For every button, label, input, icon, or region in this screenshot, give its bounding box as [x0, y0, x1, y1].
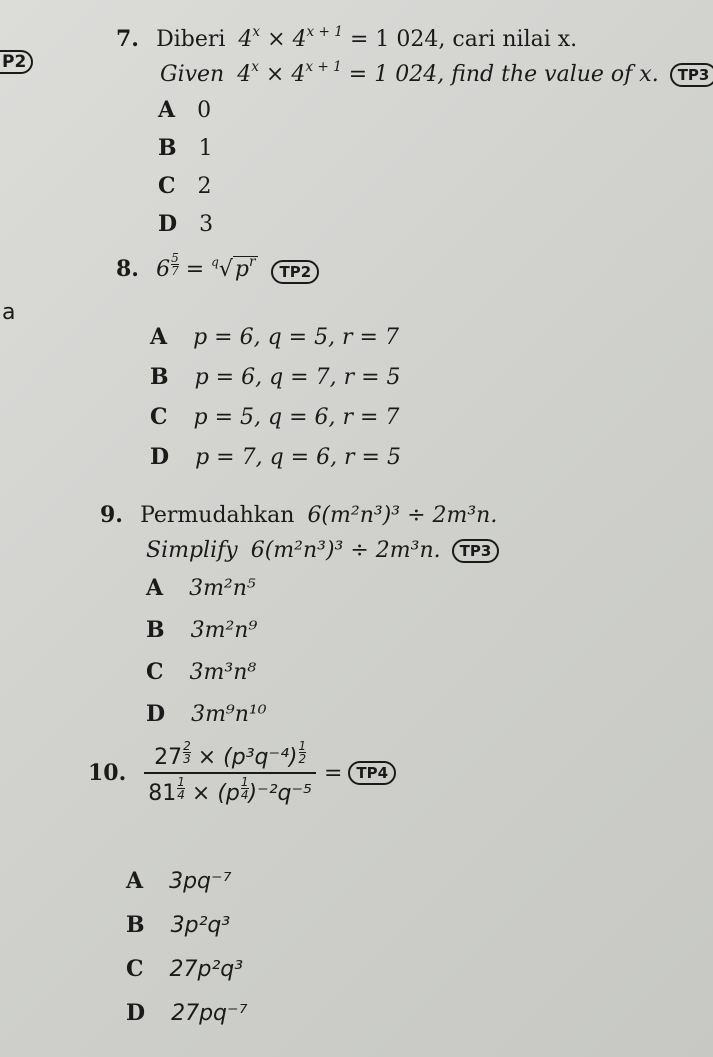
option-a[interactable]: A 3pq⁻⁷	[126, 868, 232, 894]
question-text-english: Given $4^x \times 4^{x + 1} = 1$ 024, find the value of x. TP3	[160, 62, 713, 87]
option-c[interactable]: C 3m³n⁸	[146, 659, 257, 685]
question-equation: 6 $\frac{5}{7}$ = $^q√p^r$	[156, 257, 265, 282]
tp-badge: TP3	[452, 539, 500, 563]
option-d[interactable]: D 3m⁹n¹⁰	[146, 701, 267, 727]
options-list	[146, 568, 267, 736]
question-fraction: 27 $\frac{2}{3}$ × (p³q⁻⁴) $\frac{1}{2}$ 81 $\frac{1}{4}$ × (p $\frac{1}{4}$ )⁻²q⁻⁵	[144, 740, 316, 806]
option-b[interactable]: B 1	[158, 135, 213, 161]
question-number: 9.	[100, 502, 123, 528]
question-8	[116, 252, 319, 284]
option-c[interactable]: C p = 5, q = 6, r = 7	[150, 404, 400, 430]
question-text-malay: Permudahkan 6(m²n³)³ ÷ 2m³n.	[140, 503, 498, 528]
tp-badge: TP4	[348, 761, 396, 785]
options-list	[150, 318, 401, 478]
option-d[interactable]: D 27pq⁻⁷	[126, 1000, 248, 1026]
question-text-malay: Diberi $4^x \times 4^{x + 1} = 1$ 024, cari nilai x.	[156, 23, 578, 52]
question-number: 7.	[116, 26, 139, 52]
option-a[interactable]: A p = 6, q = 5, r = 7	[150, 324, 399, 350]
margin-fragment-p2: P2	[0, 52, 33, 72]
tp-badge: TP3	[670, 63, 713, 87]
question-text-english: Simplify 6(m²n³)³ ÷ 2m³n. TP3	[146, 538, 499, 563]
question-10: 10. 27 $\frac{2}{3}$ × (p³q⁻⁴) $\frac{1}{2}$ 81 $\frac{1}{4}$ × (p $\frac{1}{4}$ )⁻²q⁻⁵ = TP4	[88, 740, 396, 806]
options-list	[126, 860, 247, 1036]
option-b[interactable]: B 3m²n⁹	[146, 617, 258, 643]
question-9	[100, 502, 497, 528]
option-b[interactable]: B p = 6, q = 7, r = 5	[150, 364, 401, 390]
option-b[interactable]: B 3p²q³	[126, 912, 231, 938]
option-d[interactable]: D 3	[158, 211, 214, 237]
margin-fragment-a: a	[2, 300, 16, 325]
option-d[interactable]: D p = 7, q = 6, r = 5	[150, 444, 401, 470]
question-number: 10.	[88, 760, 127, 786]
option-c[interactable]: C 27p²q³	[126, 956, 244, 982]
tp-badge: TP2	[271, 260, 319, 284]
option-a[interactable]: A 3m²n⁵	[146, 575, 256, 601]
option-c[interactable]: C 2	[158, 173, 212, 199]
option-a[interactable]: A 0	[158, 97, 212, 123]
options-list	[158, 92, 213, 244]
question-7	[116, 23, 578, 52]
question-number: 8.	[116, 256, 139, 282]
